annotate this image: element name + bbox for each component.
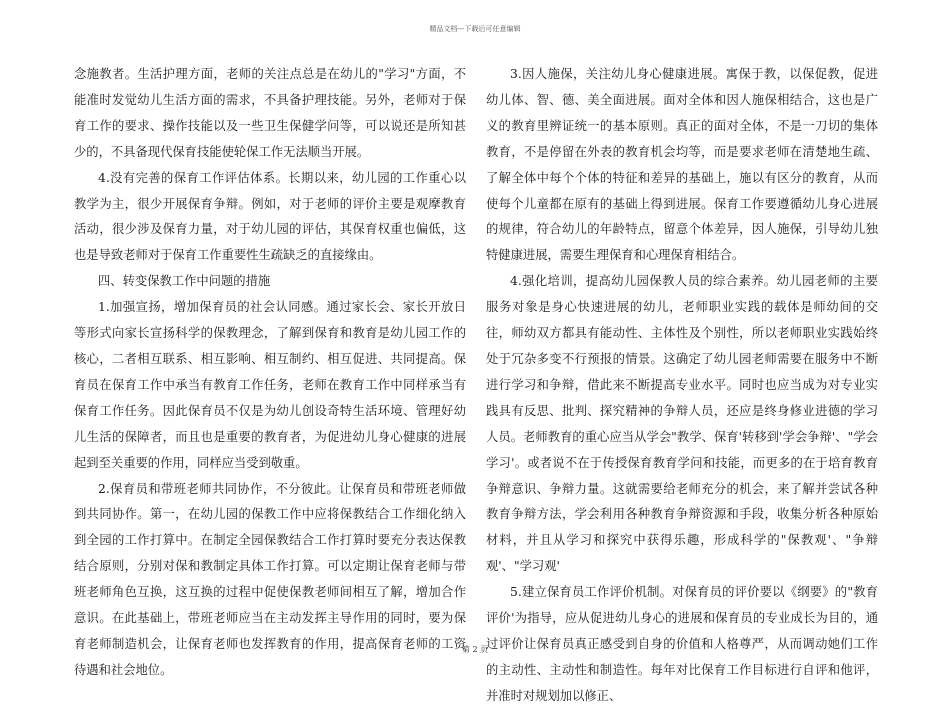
paragraph: 2.保育员和带班老师共同协作，不分彼此。让保育员和带班老师做到共同协作。第一，在幼儿园的保教工作中应将保教结合工作细化纳入到全园的工作打算中。在制定全园保教结合工作打算时要充分表达保教结合原则，分别对保和教制定具体工作打算。可以定期让保育老师与带班老师角色互换，这互换的过程中促使保教老师间相互了解，增加合作意识。在此基础上，带班老师应当在主动发挥主导作用的同时，要为保育老师制造机会，让保育老师也发挥教育的作用，提高保育老师的工资待遇和社会地位。 <box>74 481 466 677</box>
paragraph: 1.加强宣扬，增加保育员的社会认同感。通过家长会、家长开放日等形式向家长宣扬科学的保教理念，了解到保育和教育是幼儿园工作的核心，二者相互联系、相互影响、相互制约、相互促进、共同提高。保育员在保育工作中承当有教育工作任务，老师在教育工作中同样承当有保育工作任务。因此保育员不仅是为幼儿创设奇特生活环境、管理好幼儿生活的保障者，而且也是重要的教育者，为促进幼儿身心健康的进展起到至关重要的作用，同样应当受到敬重。 <box>74 300 466 470</box>
page-header: 精品文档---下载后可任意编辑 <box>429 25 521 33</box>
paragraph: 4.没有完善的保育工作评估体系。长期以来，幼儿园的工作重心以教学为主，很少开展保育争辩。例如，对于老师的评价主要是观摩教育活动，很少涉及保育力量，对于幼儿园的评估，其保育权重也偏低，这也是导致老师对于保育工作重要性生疏缺乏的直接缘由。 <box>74 170 466 263</box>
paragraph: 3.因人施保，关注幼儿身心健康进展。寓保于教，以保促教，促进幼儿体、智、德、美全面进展。面对全体和因人施保相结合，这也是广义的教育里辨证统一的基本原则。真正的面对全体，不是一刀切的集体教育，不是停留在外表的教育机会均等，而是要求老师在清楚地生疏、了解全体中每个个体的特征和差异的基础上，施以有区分的教育，从而使每个儿童都在原有的基础上得到进展。保育工作要遵循幼儿身心进展的规律，符合幼儿的年龄特点，留意个体差异，因人施保，引导幼儿独特健康进展，需要生理保育和心理保育相结合。 <box>486 67 878 263</box>
paragraph: 5.建立保育员工作评价机制。对保育员的评价要以《纲要》的"教育评价'为指导，应从促进幼儿身心的进展和保育员的专业成长为目的，通过评价让保育员真正感受到自身的价值和人格尊严，从而调动她们工作的主动性、主动性和制造性。每年对比保育工作目标进行自评和他评，并准时对规划加以修正、 <box>486 585 878 703</box>
paragraph: 念施教者。生活护理方面，老师的关注点总是在幼儿的"学习"方面，不能准时发觉幼儿生活方面的需求，不具备护理技能。另外，老师对于保育工作的要求、操作技能以及一些卫生保健学问等，可以说还是所知甚少的，不具备现代保育技能使轮保工作无法顺当开展。 <box>74 67 466 159</box>
right-column <box>486 62 878 710</box>
section-heading: 四、转变保教工作中问题的措施 <box>98 274 271 289</box>
paragraph: 4.强化培训，提高幼儿园保教人员的综合素养。幼儿园老师的主要服务对象是身心快速进展的幼儿，老师职业实践的载体是师幼间的交往，师幼双方都具有能动性、主体性及个别性，所以老师职业实践始终处于冗杂多变不行预报的情景。这确定了幼儿园老师需要在服务中不断进行学习和争辩，借此来不断提高专业水平。同时也应当成为对专业实践具有反思、批判、探究精神的争辩人员，还应是终身修业进德的学习人员。老师教育的重心应当从学会"教学、保育'转移到'学会争辩'、"学会学习'。或者说不在于传授保育教育学问和技能，而更多的在于培育教育争辩意识、争辩力量。这就需要给老师充分的机会，来了解并尝试各种教育争辩方法，学会利用各种教育争辩资源和手段，收集分析各种原始材料，并且从学习和探究中获得乐趣，形成科学的"保教观'、"争辩观'、"学习观' <box>486 274 878 574</box>
page-number: 第 2 页 <box>461 645 489 654</box>
left-column <box>74 62 466 684</box>
